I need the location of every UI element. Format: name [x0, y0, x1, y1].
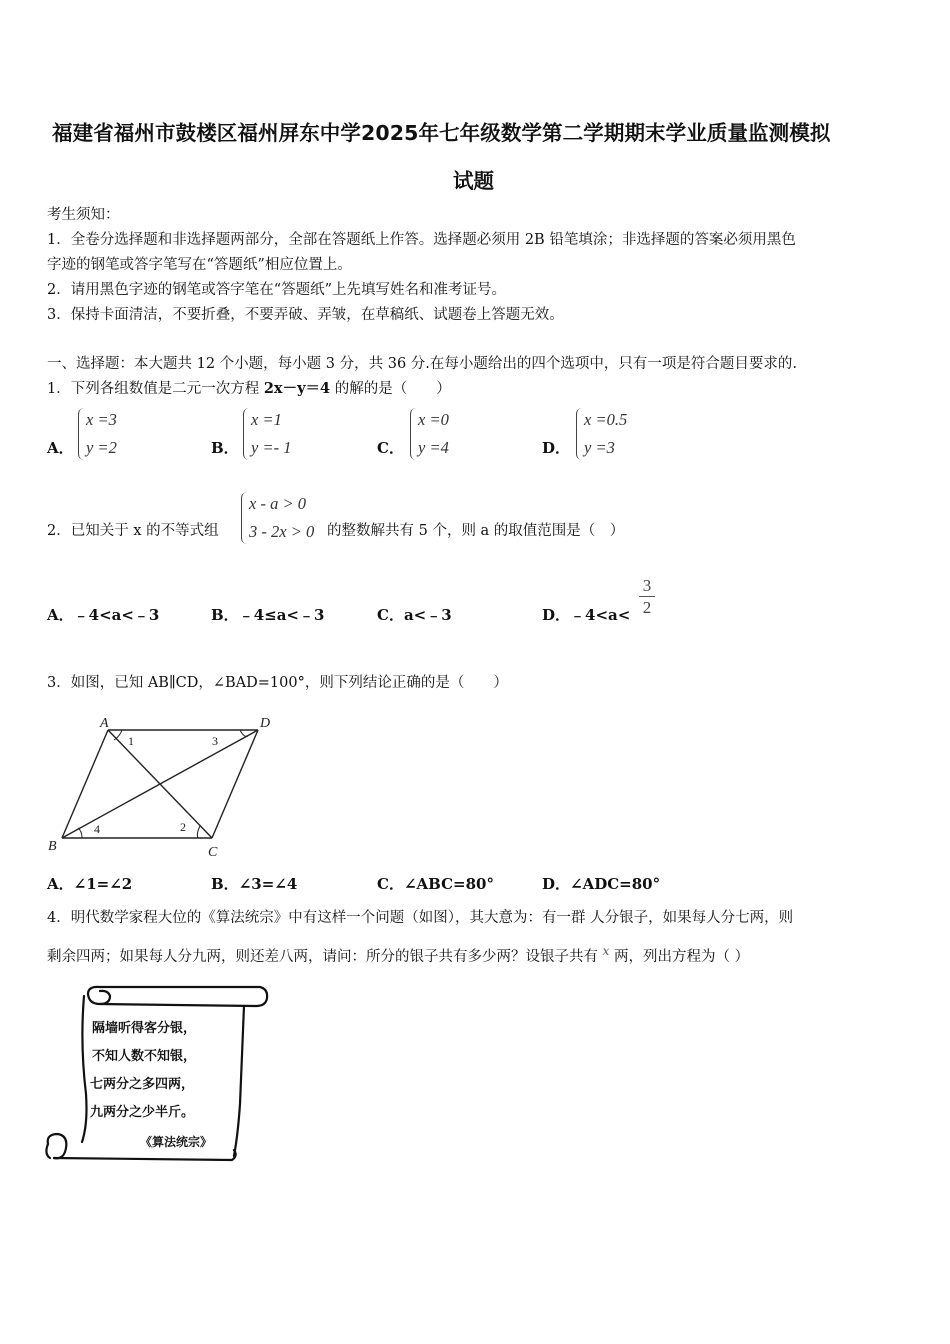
label-angle-3: 3 [212, 734, 218, 748]
q1-option-b-line1: x =1 [251, 410, 282, 429]
q2-option-a-label: A． [47, 606, 74, 624]
q2-stem-pre: 2．已知关于 x 的不等式组 [47, 523, 219, 539]
q2-stem-post: 的整数解共有 5 个，则 a 的取值范围是（ ） [327, 523, 625, 539]
q2-sys-line2: 3 - 2x > 0 [249, 522, 315, 541]
notice-item3: 3．保持卡面清洁，不要折叠，不要弄破、弄皱，在草稿纸、试题卷上答题无效。 [47, 307, 564, 323]
q2-option-c[interactable] [377, 604, 452, 625]
q2-option-d-fraction [639, 576, 655, 619]
scroll-line-4: 九两分之少半斤。 [90, 1104, 195, 1119]
q1-option-a-line2: y =2 [86, 438, 117, 457]
scroll-line-2: 不知人数不知银， [92, 1048, 197, 1063]
notice-item2: 2．请用黑色字迹的钢笔或答字笔在“答题纸”上先填写姓名和准考证号。 [47, 282, 507, 298]
q1-option-d-line2: y =3 [584, 438, 615, 457]
label-A: A [100, 716, 109, 731]
label-angle-1: 1 [128, 734, 134, 748]
q2-option-a-text: ﹣4<a<﹣3 [73, 606, 160, 624]
label-angle-4: 4 [94, 822, 100, 836]
q1-option-b-label[interactable]: B． [211, 439, 239, 457]
angle-1-arc [114, 730, 122, 740]
q1-option-c-label[interactable]: C． [377, 439, 404, 457]
q1-stem-pre: 1．下列各组数值是二元一次方程 [47, 381, 264, 397]
q1-option-c-line1: x =0 [418, 410, 449, 429]
label-B: B [48, 839, 57, 854]
q2-option-b[interactable] [211, 604, 324, 625]
q3-stem: 3．如图，已知 AB∥CD，∠BAD=100°，则下列结论正确的是（ ） [47, 675, 508, 691]
q4-line2-post: 两，列出方程为（ ） [609, 949, 750, 965]
q3-option-d-text: ∠ADC=80° [570, 875, 661, 893]
q1-option-a-label[interactable]: A． [47, 439, 74, 457]
q3-option-c[interactable] [377, 873, 494, 894]
q1-option-d-system[interactable] [576, 408, 666, 464]
q1-stem-post: 的解的是（ ） [330, 381, 451, 397]
q1-option-c-line2: y =4 [418, 438, 449, 457]
q2-option-c-text: a<﹣3 [403, 606, 452, 624]
q2-option-d[interactable] [542, 604, 630, 625]
q2-option-b-label: B． [211, 606, 239, 624]
q1-stem [47, 377, 451, 398]
q3-parallelogram-figure [44, 710, 284, 860]
notice-item1-b: 字迹的钢笔或答字笔写在“答题纸”相应位置上。 [47, 257, 352, 273]
q3-option-c-label: C． [377, 875, 404, 893]
q2-fraction-numerator: 3 [642, 576, 652, 595]
page-title-line2: 试题 [453, 169, 494, 193]
q3-option-d-label: D． [542, 875, 571, 893]
q1-option-b-system[interactable] [243, 408, 333, 464]
scroll-line-source: 《算法统宗》 [140, 1135, 213, 1149]
q2-option-b-text: ﹣4≤a<﹣3 [238, 606, 325, 624]
q3-option-d[interactable] [542, 873, 660, 894]
q4-scroll-figure [44, 984, 272, 1170]
q2-fraction-denominator: 2 [642, 598, 652, 617]
page-title-line1: 福建省福州市鼓楼区福州屏东中学2025年七年级数学第二学期期末学业质量监测模拟 [52, 121, 831, 145]
q4-line2 [47, 944, 749, 966]
q3-option-a-label: A． [47, 875, 74, 893]
segment-DC [212, 730, 258, 838]
diagonal-BD [62, 730, 258, 838]
q2-option-d-label: D． [542, 606, 571, 624]
q1-option-b-line2: y =- 1 [251, 438, 292, 457]
q3-option-a[interactable] [47, 873, 132, 894]
q1-option-a-line1: x =3 [86, 410, 117, 429]
segment-AB [62, 730, 108, 838]
q1-option-c-system[interactable] [410, 408, 490, 464]
q2-option-c-label: C． [377, 606, 404, 624]
q4-variable-x: x [602, 944, 610, 958]
q3-option-a-text: ∠1=∠2 [73, 875, 133, 893]
q3-option-b[interactable] [211, 873, 297, 894]
scroll-line-1: 隔墙听得客分银， [92, 1020, 197, 1035]
scroll-line-3: 七两分之多四两， [90, 1076, 195, 1091]
notice-item1-a: 1．全卷分选择题和非选择题两部分，全部在答题纸上作答。选择题必须用 2B 铅笔填涂；非选择题的答案必须用黑色 [47, 232, 796, 248]
q3-option-c-text: ∠ABC=80° [403, 875, 494, 893]
q1-option-a-system[interactable] [78, 408, 158, 464]
q2-option-d-text: ﹣4<a< [570, 606, 631, 624]
q1-option-d-line1: x =0.5 [584, 410, 628, 429]
label-angle-2: 2 [180, 820, 186, 834]
q1-stem-equation: 2x－y＝4 [263, 380, 331, 397]
q3-option-b-text: ∠3=∠4 [238, 875, 298, 893]
q4-line2-pre: 剩余四两；如果每人分九两，则还差八两，请问：所分的银子共有多少两？设银子共有 [47, 949, 603, 965]
q1-option-d-label[interactable]: D． [542, 439, 571, 457]
section1-heading: 一、选择题：本大题共 12 个小题，每小题 3 分，共 36 分.在每小题给出的四个选项中，只有一项是符合题目要求的. [47, 356, 797, 372]
angle-2-arc [197, 826, 200, 838]
label-D: D [260, 716, 271, 731]
q3-option-b-label: B． [211, 875, 239, 893]
q4-line1: 4．明代数学家程大位的《算法统宗》中有这样一个问题（如图），其大意为：有一群 人分银子，如果每人分七两，则 [47, 910, 794, 926]
q2-sys-line1: x - a > 0 [249, 494, 306, 513]
label-C: C [208, 845, 218, 860]
q2-option-a[interactable] [47, 604, 159, 625]
q2-inequality-system [241, 492, 331, 548]
notice-heading: 考生须知： [47, 207, 120, 223]
